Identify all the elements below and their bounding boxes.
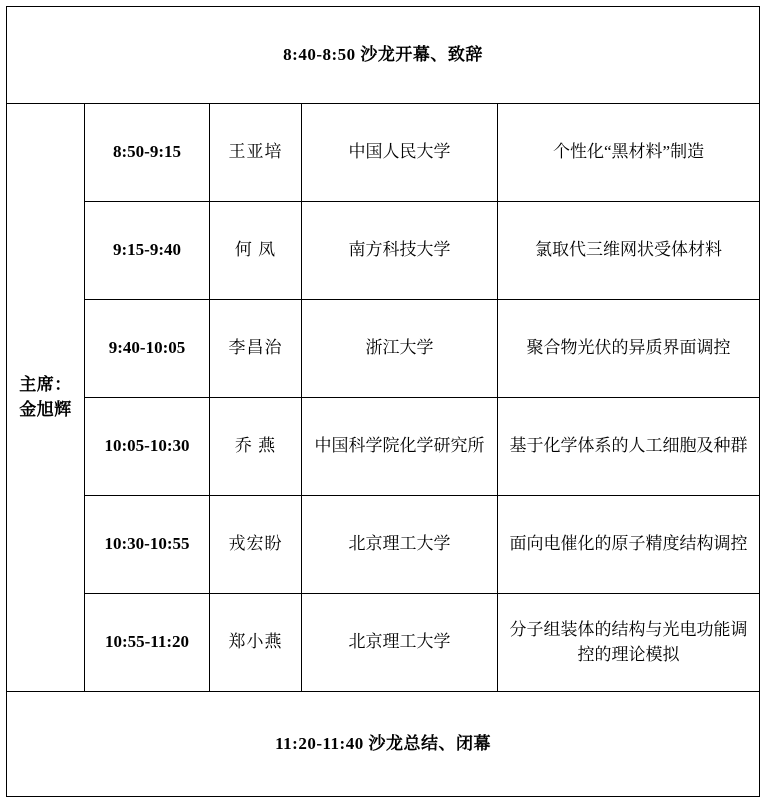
opening-banner-cell: 8:40-8:50 沙龙开幕、致辞	[7, 7, 760, 104]
chair-name: 金旭辉	[19, 399, 72, 419]
session-speaker: 王亚培	[210, 104, 302, 202]
session-speaker: 何 凤	[210, 202, 302, 300]
session-speaker: 李昌治	[210, 300, 302, 398]
session-affiliation: 浙江大学	[302, 300, 498, 398]
chair-label: 主席：	[19, 374, 72, 394]
closing-banner-row	[7, 692, 760, 797]
session-affiliation: 南方科技大学	[302, 202, 498, 300]
session-affiliation: 北京理工大学	[302, 496, 498, 594]
session-time: 10:55-11:20	[85, 594, 210, 692]
session-time: 10:05-10:30	[85, 398, 210, 496]
table-row	[7, 594, 760, 692]
session-time: 10:30-10:55	[85, 496, 210, 594]
session-title: 面向电催化的原子精度结构调控	[498, 496, 760, 594]
session-time: 9:15-9:40	[85, 202, 210, 300]
session-title: 分子组装体的结构与光电功能调控的理论模拟	[498, 594, 760, 692]
session-speaker: 郑小燕	[210, 594, 302, 692]
session-time: 9:40-10:05	[85, 300, 210, 398]
session-speaker: 戎宏盼	[210, 496, 302, 594]
chair-cell	[7, 104, 85, 692]
table-row	[7, 398, 760, 496]
session-title: 聚合物光伏的异质界面调控	[498, 300, 760, 398]
session-time: 8:50-9:15	[85, 104, 210, 202]
session-affiliation: 中国科学院化学研究所	[302, 398, 498, 496]
opening-banner-row	[7, 7, 760, 104]
schedule-table	[6, 6, 760, 797]
closing-banner-cell: 11:20-11:40 沙龙总结、闭幕	[7, 692, 760, 797]
table-row	[7, 202, 760, 300]
table-row	[7, 104, 760, 202]
session-affiliation: 北京理工大学	[302, 594, 498, 692]
session-title: 个性化“黑材料”制造	[498, 104, 760, 202]
session-affiliation: 中国人民大学	[302, 104, 498, 202]
session-speaker: 乔 燕	[210, 398, 302, 496]
table-row	[7, 300, 760, 398]
table-row	[7, 496, 760, 594]
session-title: 基于化学体系的人工细胞及种群	[498, 398, 760, 496]
session-title: 氯取代三维网状受体材料	[498, 202, 760, 300]
